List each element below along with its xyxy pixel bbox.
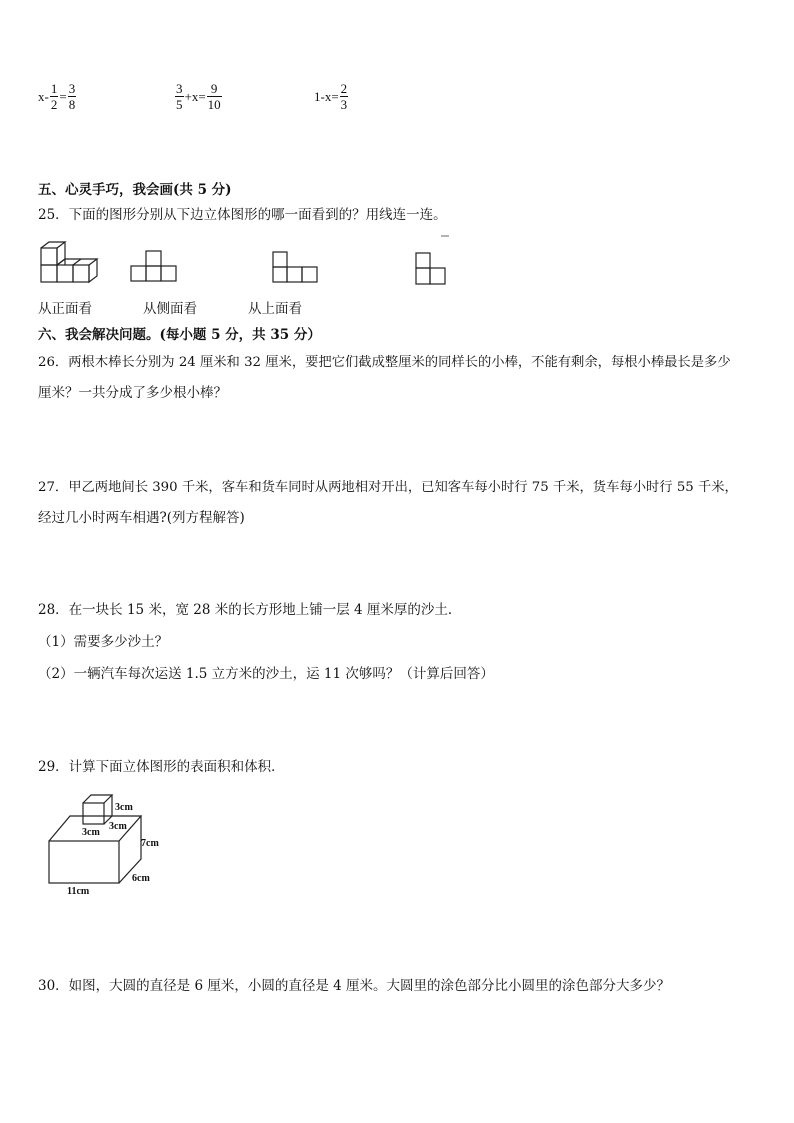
denominator: 10 [207, 97, 221, 112]
question-27-line-2: 经过几小时两车相遇?(列方程解答) [38, 510, 245, 526]
numerator: 1 [50, 81, 58, 96]
dimension-big-length: 11cm [67, 886, 90, 897]
question-30: 30．如图，大圆的直径是 6 厘米，小圆的直径是 4 厘米。大圆里的涂色部分比小圆里的涂色部分大多少？ [38, 978, 671, 994]
view-label-front: 从正面看 [38, 301, 92, 317]
equation-1-prefix: x- [38, 88, 49, 104]
dimension-big-depth: 6cm [132, 873, 150, 884]
section-6-heading: 六、我会解决问题。(每小题 5 分，共 35 分） [38, 327, 321, 343]
denominator: 3 [340, 97, 348, 112]
numerator: 9 [210, 81, 218, 96]
question-28-line-2: （1）需要多少沙土？ [38, 634, 169, 650]
dimension-big-height: 7cm [141, 838, 159, 849]
denominator: 8 [68, 97, 76, 112]
numerator: 2 [340, 81, 348, 96]
dimension-small-width: 3cm [82, 827, 100, 838]
denominator: 5 [176, 97, 183, 112]
view-label-top: 从上面看 [248, 301, 302, 317]
question-25: 25．下面的图形分别从下边立体图形的哪一面看到的？用线连一连。 [38, 207, 447, 223]
equation-3-prefix: 1-x= [314, 88, 339, 104]
question-26-line-2: 厘米？一共分成了多少根小棒？ [38, 385, 227, 401]
view-label-side: 从侧面看 [143, 301, 197, 317]
numerator: 3 [176, 81, 183, 96]
dimension-small-height: 3cm [115, 802, 133, 813]
question-26-line-1: 26．两根木棒长分别为 24 厘米和 32 厘米，要把它们截成整厘米的同样长的小棒，不能有剩余，每根小棒最长是多少 [38, 355, 731, 370]
equation-1-mid: = [59, 88, 67, 104]
denominator: 2 [50, 97, 58, 112]
question-28-line-3: （2）一辆汽车每次运送 1.5 立方米的沙土，运 11 次够吗？（计算后回答） [38, 666, 494, 682]
question-27-line-1: 27．甲乙两地间长 390 千米，客车和货车同时从两地相对开出，已知客车每小时行 75 千米，货车每小时行 55 千米， [38, 480, 738, 495]
dimension-small-depth: 3cm [109, 821, 127, 832]
equation-2-mid: +x= [184, 88, 206, 104]
section-5-heading: 五、心灵手巧，我会画(共 5 分) [38, 182, 232, 198]
numerator: 3 [68, 81, 76, 96]
question-29: 29．计算下面立体图形的表面积和体积． [38, 759, 285, 775]
question-28-line-1: 28．在一块长 15 米，宽 28 米的长方形地上铺一层 4 厘米厚的沙土． [38, 602, 462, 618]
